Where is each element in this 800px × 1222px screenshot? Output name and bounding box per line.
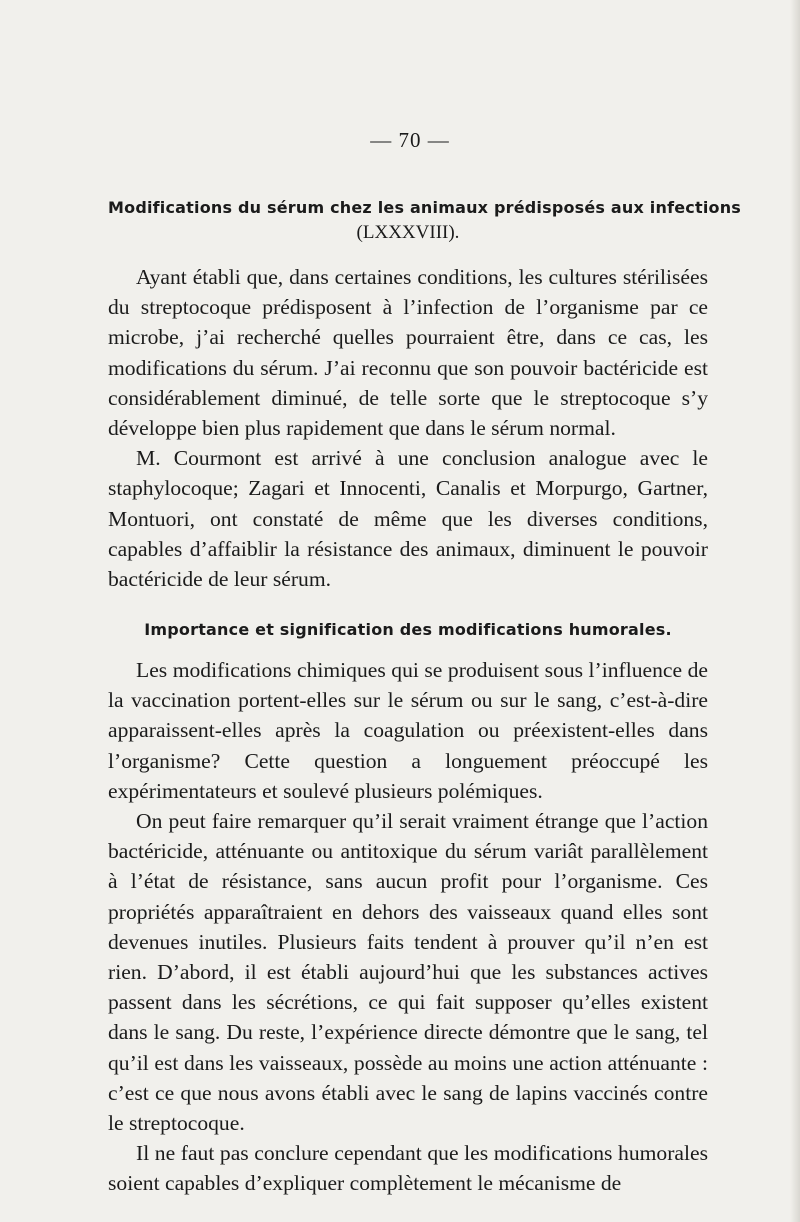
- page-number: — 70 —: [370, 128, 450, 152]
- section-body-1: [108, 262, 708, 594]
- paragraph: Ayant établi que, dans certaines conditions, les cultures stérilisées du streptocoque prédisposent à l’infection de l’organisme par ce microbe, j’ai recherché quelles pourraient être, dans ce cas, les modifications du sérum. J’ai reconnu que son pouvoir bactéricide est considérablement diminué, de telle sorte que le streptocoque s’y développe bien plus rapidement que dans le sérum normal.: [108, 265, 708, 441]
- section-heading-1: [108, 196, 742, 246]
- section-title: Modifications du sérum chez les animaux prédisposés aux infections: [108, 198, 742, 217]
- paragraph: On peut faire remarquer qu’il serait vraiment étrange que l’action bactéricide, atténuante ou antitoxique du sérum variât parallèlement à l’état de résistance, sans aucun profit pour l’organisme. Ces propriétés apparaîtraient en dehors des vaisseaux quand elles sont devenues inutiles. Plusieurs faits tendent à prouver qu’il n’en est rien. D’abord, il est établi aujourd’hui que les substances actives passent dans les sécrétions, ce qui fait supposer qu’elles existent dans le sang. Du reste, l’expérience directe démontre que le sang, tel qu’il est dans les vaisseaux, possède au moins une action atténuante : c’est ce que nous avons établi avec le sang de lapins vaccinés contre le streptocoque.: [108, 809, 708, 1136]
- paragraph: M. Courmont est arrivé à une conclusion analogue avec le staphylocoque; Zagari et Innocenti, Canalis et Morpurgo, Gartner, Montuori, ont constaté de même que les diverses conditions, capables d’affaiblir la résistance des animaux, diminuent le pouvoir bactéricide de leur sérum.: [108, 446, 708, 592]
- section-reference: (LXXXVIII).: [356, 222, 460, 243]
- paragraph: Il ne faut pas conclure cependant que les modifications humorales soient capables d’expliquer complètement le mécanisme de: [108, 1141, 708, 1196]
- paragraph: Les modifications chimiques qui se produisent sous l’influence de la vaccination portent-elles sur le sérum ou sur le sang, c’est-à-dire apparaissent-elles après la coagulation ou préexistent-elles dans l’organisme? Cette question a longuement préoccupé les expérimentateurs et soulevé plusieurs polémiques.: [108, 658, 708, 803]
- section-heading-2: [108, 618, 708, 642]
- page-edge-shadow: [790, 0, 800, 1222]
- section-body-2: [108, 655, 708, 1199]
- section-title: Importance et signification des modifications humorales.: [144, 620, 672, 639]
